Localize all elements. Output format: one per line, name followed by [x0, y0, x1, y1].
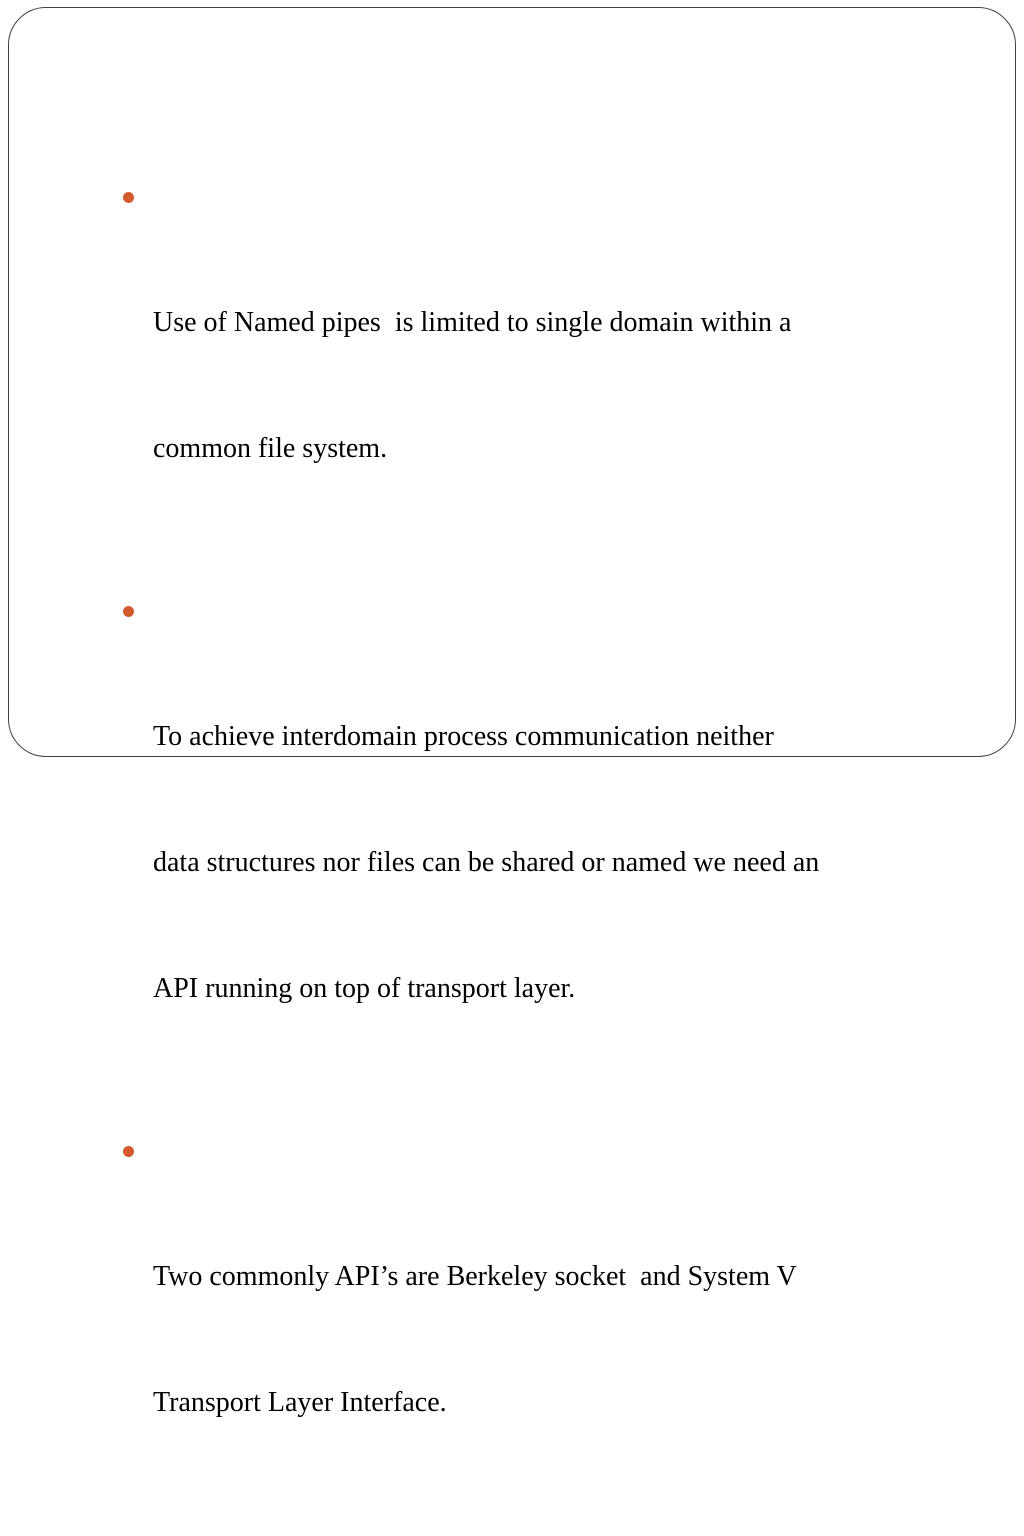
bullet-list: [119, 176, 959, 1536]
bullet-dot-icon: [123, 192, 134, 203]
bullet-item: [119, 176, 959, 554]
bullet-dot-icon: [123, 606, 134, 617]
bullet-text-line: data structures nor files can be shared or named we need an: [153, 847, 820, 878]
slide-frame: [8, 7, 1016, 1418]
bullet-item: [119, 1130, 959, 1508]
bullet-text-line: Two commonly API’s are Berkeley socket and System V: [153, 1261, 797, 1292]
bullet-text-line: common file system.: [153, 433, 388, 464]
bullet-text-line: Use of Named pipes is limited to single domain within a: [153, 307, 792, 338]
bullet-text-line: To achieve interdomain process communication neither: [153, 721, 774, 752]
bullet-dot-icon: [123, 1146, 134, 1157]
bullet-text-line: API running on top of transport layer.: [153, 973, 576, 1004]
bullet-text-line: Transport Layer Interface.: [153, 1387, 447, 1418]
bullet-item: [119, 590, 959, 1094]
